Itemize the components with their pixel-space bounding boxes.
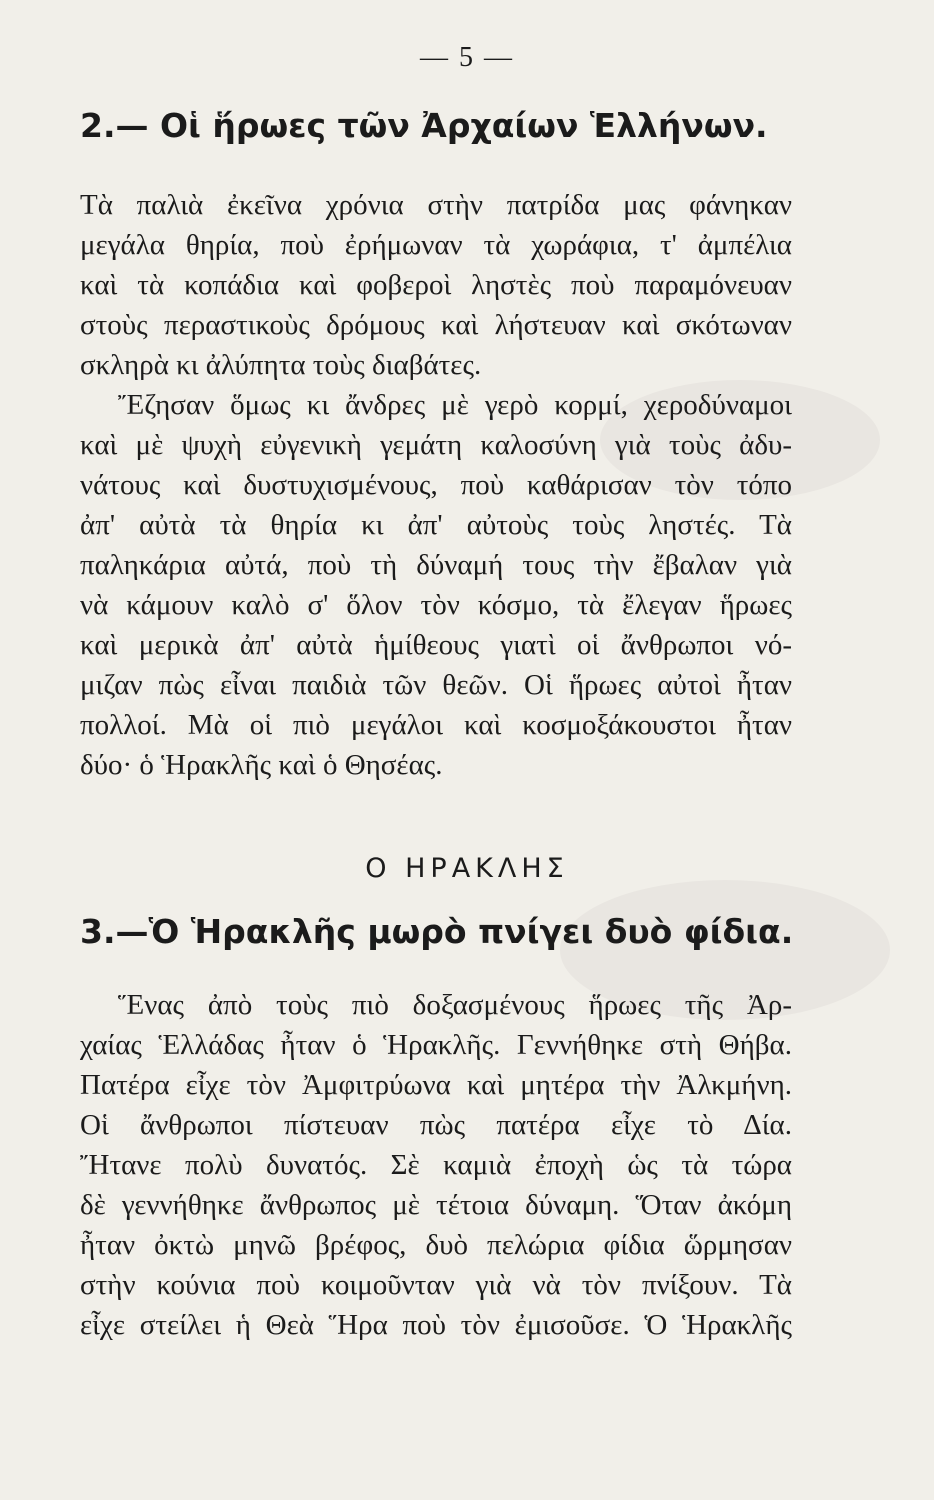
text-line: Τὰ παλιὰ ἐκεῖνα χρόνια στὴν πατρίδα μας φάνηκαν: [80, 189, 792, 221]
text-line: καὶ μὲ ψυχὴ εὐγενικὴ γεμάτη καλοσύνη γιὰ τοὺς ἀδυ-: [80, 429, 792, 461]
text-line: μεγάλα θηρία, ποὺ ἐρήμωναν τὰ χωράφια, τ' ἀμπέλια: [80, 229, 792, 261]
section-heading: 3.—Ὁ Ἡρακλῆς μωρὸ πνίγει δυὸ φίδια.: [80, 912, 794, 951]
text-line: Οἱ ἄνθρωποι πίστευαν πὼς πατέρα εἶχε τὸ Δία.: [80, 1109, 792, 1141]
text-line: νάτους καὶ δυστυχισμένους, ποὺ καθάρισαν τὸν τόπο: [80, 469, 792, 501]
text-line: στὴν κούνια ποὺ κοιμοῦνταν γιὰ νὰ τὸν πνίξουν. Τὰ: [80, 1269, 792, 1301]
text-line: παληκάρια αὐτά, ποὺ τὴ δύναμή τους τὴν ἔβαλαν γιὰ: [80, 549, 792, 581]
section-heading: 2.— Οἱ ἥρωες τῶν Ἀρχαίων Ἑλλήνων.: [80, 106, 768, 145]
page-number: — 5 —: [420, 42, 514, 73]
text-line: Ἔζησαν ὅμως κι ἄνδρες μὲ γερὸ κορμί, χεροδύναμοι: [118, 389, 792, 421]
text-line: Πατέρα εἶχε τὸν Ἀμφιτρύωνα καὶ μητέρα τὴν Ἀλκμήνη.: [80, 1069, 792, 1101]
text-line: στοὺς περαστικοὺς δρόμους καὶ λήστευαν καὶ σκότωναν: [80, 309, 792, 341]
text-line: πολλοί. Μὰ οἱ πιὸ μεγάλοι καὶ κοσμοξάκουστοι ἦταν: [80, 709, 792, 741]
text-line: νὰ κάμουν καλὸ σ' ὅλον τὸν κόσμο, τὰ ἔλεγαν ἥρωες: [80, 589, 792, 621]
text-line: ἀπ' αὐτὰ τὰ θηρία κι ἀπ' αὐτοὺς τοὺς ληστές. Τὰ: [80, 509, 792, 541]
text-line: ἦταν ὀκτὼ μηνῶ βρέφος, δυὸ πελώρια φίδια ὥρμησαν: [80, 1229, 792, 1261]
text-line: μιζαν πὼς εἶναι παιδιὰ τῶν θεῶν. Οἱ ἥρωες αὐτοὶ ἦταν: [80, 669, 792, 701]
text-line: καὶ τὰ κοπάδια καὶ φοβεροὶ ληστὲς ποὺ παραμόνευαν: [80, 269, 792, 301]
text-line: καὶ μερικὰ ἀπ' αὐτὰ ἡμίθεους γιατὶ οἱ ἄνθρωποι νό-: [80, 629, 792, 661]
text-line: δύο· ὁ Ἡρακλῆς καὶ ὁ Θησέας.: [80, 749, 443, 781]
text-line: Ἤτανε πολὺ δυνατός. Σὲ καμιὰ ἐποχὴ ὡς τὰ τώρα: [80, 1149, 792, 1181]
text-line: σκληρὰ κι ἀλύπητα τοὺς διαβάτες.: [80, 349, 482, 381]
text-line: χαίας Ἑλλάδας ἦταν ὁ Ἡρακλῆς. Γεννήθηκε στὴ Θήβα.: [80, 1029, 792, 1061]
text-line: δὲ γεννήθηκε ἄνθρωπος μὲ τέτοια δύναμη. Ὅταν ἀκόμη: [80, 1189, 792, 1221]
text-line: εἶχε στείλει ἡ Θεὰ Ἥρα ποὺ τὸν ἐμισοῦσε. Ὁ Ἡρακλῆς: [80, 1309, 792, 1341]
chapter-title: Ο ΗΡΑΚΛΗΣ: [365, 853, 569, 884]
text-line: Ἕνας ἀπὸ τοὺς πιὸ δοξασμένους ἥρωες τῆς Ἀρ-: [118, 989, 792, 1021]
